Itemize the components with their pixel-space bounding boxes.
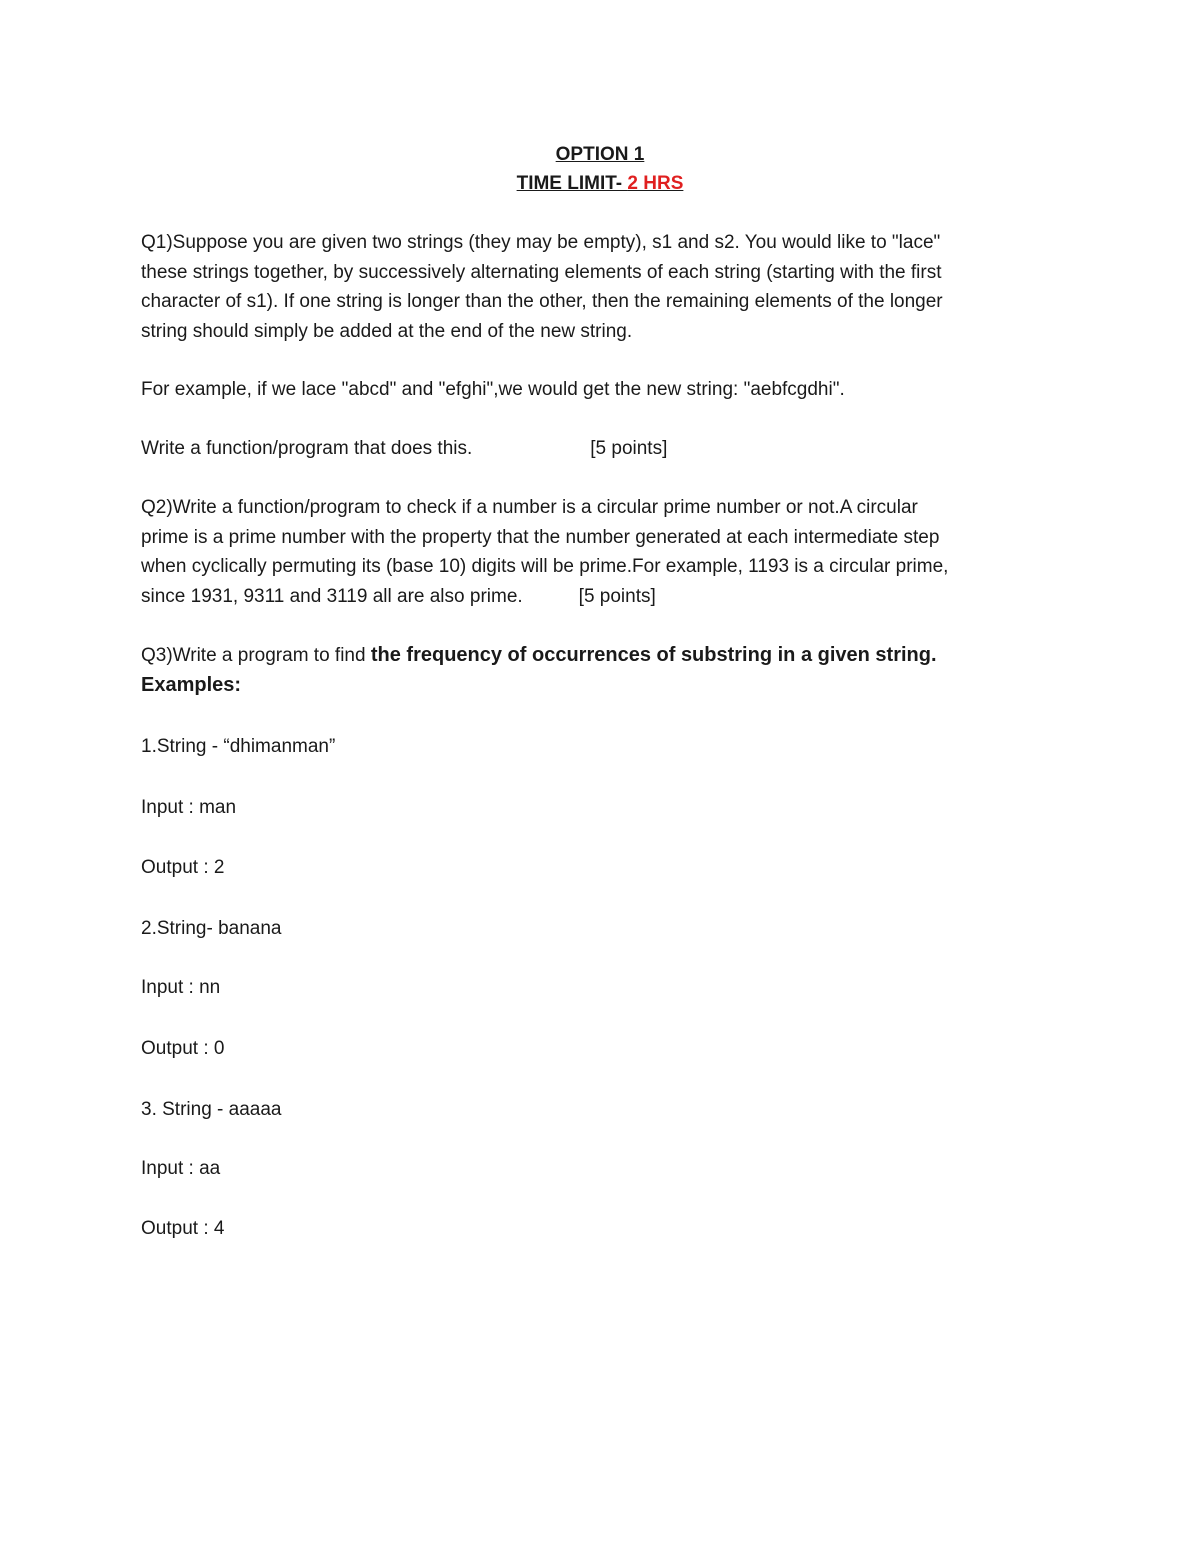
example-input: Input : man	[141, 797, 237, 818]
q2-points: [5 points]	[578, 585, 656, 607]
q1-example-text: For example, if we lace "abcd" and "efghi",we would get the new string: "aebfcgdhi".	[141, 379, 845, 400]
q2-line: Q2)Write a function/program to check if a number is a circular prime number or not.A circular	[141, 497, 918, 518]
example-2-string	[141, 914, 1071, 944]
example-output: Output : 4	[141, 1218, 225, 1239]
example-string: 2.String- banana	[141, 918, 282, 939]
example-1-string	[141, 732, 1071, 762]
option-title-text: OPTION 1	[555, 144, 645, 165]
example-3-output	[141, 1214, 1071, 1244]
q1-task-text: Write a function/program that does this.	[141, 438, 473, 459]
q1-line: string should simply be added at the end of the new string.	[141, 320, 633, 342]
q3-lead-text: Q3)Write a program to find	[141, 645, 371, 666]
q2-line: when cyclically permuting its (base 10) digits will be prime.For example, 1193 is a circular prime,	[141, 556, 949, 577]
q2-line: prime is a prime number with the property that the number generated at each intermediate step	[141, 526, 940, 548]
example-3-input	[141, 1154, 1071, 1184]
example-2-input	[141, 973, 1071, 1003]
example-1-output	[141, 853, 1071, 883]
q1-line: character of s1). If one string is longer than the other, then the remaining elements of the longer	[141, 291, 943, 312]
time-limit-label: TIME LIMIT-	[516, 173, 628, 194]
q3-examples-label: Examples:	[141, 673, 242, 696]
q1-points: [5 points]	[590, 438, 668, 459]
example-input: Input : aa	[141, 1158, 221, 1179]
q1-task	[141, 434, 1071, 464]
q3-paragraph	[141, 641, 1071, 700]
time-limit-value: 2 HRS	[627, 173, 684, 194]
q1-paragraph	[141, 228, 1071, 346]
example-output: Output : 0	[141, 1038, 225, 1059]
example-1-input	[141, 793, 1071, 823]
q1-line: these strings together, by successively alternating elements of each string (starting with the first	[141, 261, 942, 283]
option-title	[0, 143, 1200, 167]
q2-line: since 1931, 9311 and 3119 all are also prime.	[141, 585, 523, 607]
q2-paragraph	[141, 493, 1071, 611]
example-output: Output : 2	[141, 857, 225, 878]
example-input: Input : nn	[141, 977, 221, 998]
q1-line: Q1)Suppose you are given two strings (they may be empty), s1 and s2. You would like to "lace"	[141, 232, 941, 253]
example-string: 3. String - aaaaa	[141, 1099, 282, 1120]
time-limit-title	[0, 172, 1200, 196]
example-string: 1.String - “dhimanman”	[141, 736, 336, 757]
q1-example	[141, 375, 1071, 405]
example-2-output	[141, 1034, 1071, 1064]
example-3-string	[141, 1095, 1071, 1125]
q3-bold-text: the frequency of occurrences of substring in a given string.	[370, 644, 937, 666]
